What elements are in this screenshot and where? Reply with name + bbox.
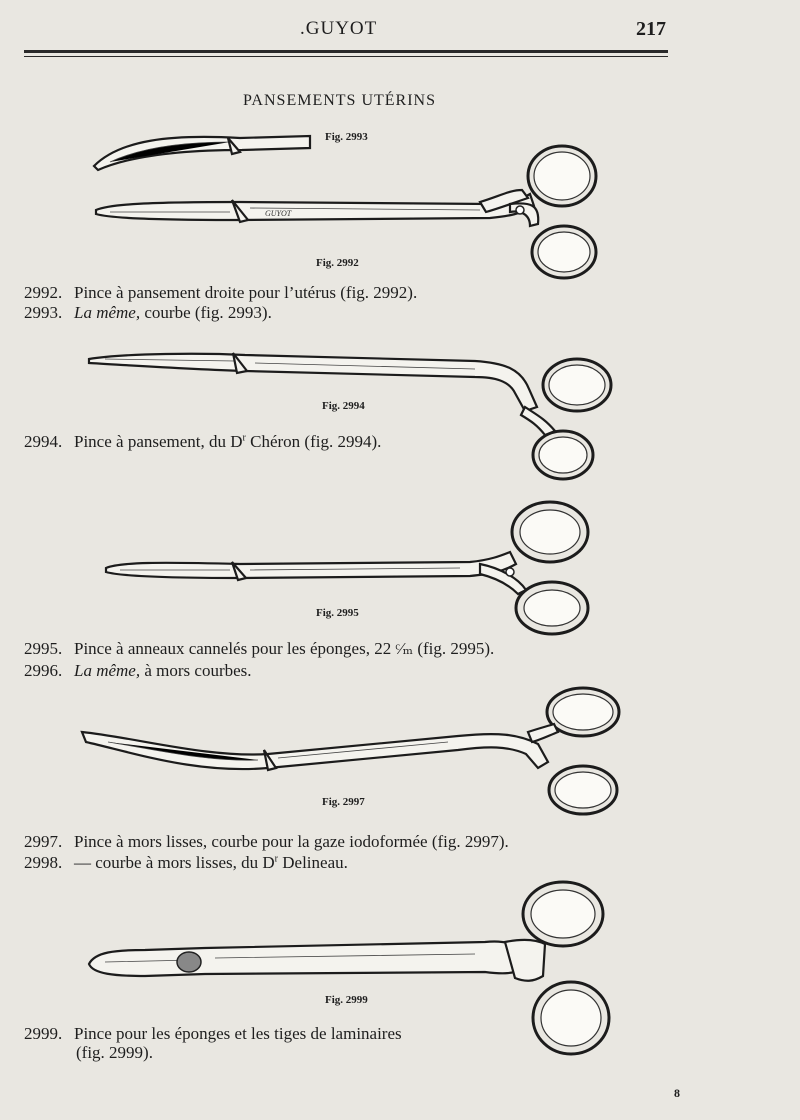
section-title: PANSEMENTS UTÉRINS — [243, 92, 436, 109]
entry-text: Pince à anneaux cannelés pour les éponges, 22 ᶜ⁄ₘ (fig. 2995). — [74, 639, 495, 658]
entry-2996 — [24, 661, 252, 681]
entry-superscript: r — [242, 432, 246, 444]
entry-italic-text: La même, — [74, 303, 141, 322]
entry-number: 2997. — [24, 832, 63, 851]
entry-number: 2999. — [24, 1024, 63, 1043]
entry-text: Pince à pansement, du D — [74, 432, 243, 451]
entry-text: courbe (fig. 2993). — [140, 303, 272, 322]
header-rule-thin — [24, 56, 668, 57]
page-number: 217 — [636, 18, 666, 40]
entry-number: 2998. — [24, 853, 63, 872]
figure-caption-2995: Fig. 2995 — [316, 607, 359, 619]
entry-italic-text: La même, — [74, 661, 141, 680]
entry-text: — courbe à mors lisses, du D — [74, 853, 275, 872]
entry-text: Pince à pansement droite pour l’utérus (fig. 2992). — [74, 283, 418, 302]
entry-2992 — [24, 283, 417, 303]
entry-number: 2996. — [24, 661, 63, 680]
running-header-title: .GUYOT — [300, 18, 378, 39]
entry-2999-continuation — [76, 1043, 153, 1063]
entry-2997 — [24, 832, 509, 852]
entry-2995 — [24, 639, 494, 659]
figure-caption-2992: Fig. 2992 — [316, 257, 359, 269]
entry-2994 — [24, 432, 381, 452]
entry-text: (fig. 2999). — [76, 1043, 153, 1062]
entry-text: Pince pour les éponges et les tiges de laminaires — [74, 1024, 402, 1043]
entry-text: Delineau. — [278, 853, 348, 872]
figure-2994-illustration — [85, 345, 620, 490]
entry-number: 2992. — [24, 283, 63, 302]
printer-signature: 8 — [674, 1086, 680, 1100]
figure-caption-2999: Fig. 2999 — [325, 994, 368, 1006]
entry-2998 — [24, 853, 348, 873]
entry-text: à mors courbes. — [140, 661, 252, 680]
entry-number: 2993. — [24, 303, 63, 322]
entry-number: 2994. — [24, 432, 63, 451]
entry-superscript: r — [274, 853, 279, 865]
entry-number: 2995. — [24, 639, 63, 658]
instrument-engraving: GUYOT — [265, 209, 292, 218]
entry-text: Chéron (fig. 2994). — [245, 432, 382, 451]
figure-caption-2997: Fig. 2997 — [322, 796, 365, 808]
entry-2993 — [24, 303, 272, 323]
entry-text: Pince à mors lisses, courbe pour la gaze iodoformée (fig. 2997). — [74, 832, 509, 851]
entry-2999 — [24, 1024, 402, 1044]
figure-caption-2994: Fig. 2994 — [322, 400, 365, 412]
figure-caption-2993: Fig. 2993 — [325, 131, 368, 143]
header-rule-thick — [24, 50, 668, 53]
